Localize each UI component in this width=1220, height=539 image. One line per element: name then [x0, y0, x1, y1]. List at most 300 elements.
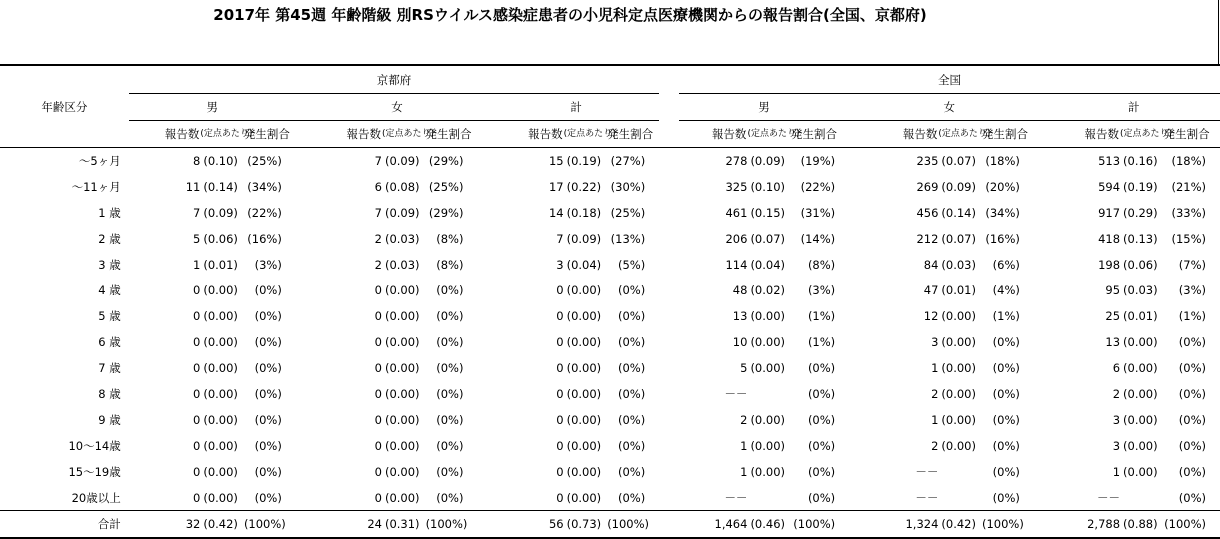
per-sentinel-cell: (0.00)	[1123, 412, 1158, 427]
per-sentinel-cell: (0.00)	[203, 412, 238, 427]
rate-cell: (0%)	[992, 335, 1020, 350]
rate-cell: (0%)	[618, 412, 646, 427]
age-cell: 3 歳	[98, 257, 121, 272]
per-sentinel-cell: (0.88)	[1120, 511, 1164, 539]
count-cell: 0	[556, 386, 564, 401]
rate-cell: (0%)	[807, 412, 836, 427]
age-cell: ～5ヶ月	[78, 153, 121, 168]
rate-cell: (25%)	[428, 179, 464, 194]
kyoto-total-header: 計	[493, 94, 659, 121]
per-sentinel-cell: (0.00)	[941, 361, 976, 376]
count-cell: 13	[1105, 335, 1121, 350]
rate-cell: (8%)	[807, 257, 836, 272]
count-cell: 513	[1098, 153, 1121, 168]
per-sentinel-cell: (0.00)	[203, 335, 238, 350]
per-sentinel-cell: (0.29)	[1123, 205, 1158, 220]
rate-cell: (0%)	[436, 361, 464, 376]
rate-cell: (16%)	[247, 231, 282, 246]
per-sentinel-cell: (0.00)	[203, 361, 238, 376]
rate-cell: (3%)	[254, 257, 282, 272]
count-cell: 0	[556, 490, 564, 505]
rate-cell: (1%)	[1178, 309, 1206, 324]
count-cell: 25	[1105, 309, 1121, 324]
rate-cell: (0%)	[1178, 335, 1206, 350]
count-cell: 0	[193, 490, 201, 505]
rate-cell: (0%)	[992, 386, 1020, 401]
count-cell: －－	[915, 490, 939, 505]
rate-cell: (100%)	[1164, 511, 1220, 539]
age-cell: ～11ヶ月	[71, 179, 121, 194]
rate-cell: (0%)	[807, 490, 836, 505]
per-sentinel-cell: (0.01)	[941, 283, 976, 298]
national-female-header: 女	[865, 94, 1034, 121]
count-cell: 206	[725, 231, 748, 246]
per-sentinel-cell: (0.09)	[566, 231, 602, 246]
national-male-per-sentinel-header: (定点あたり)	[747, 121, 791, 148]
rate-cell: (100%)	[607, 511, 659, 539]
rate-cell: (0%)	[254, 438, 282, 453]
count-cell: 1	[740, 464, 748, 479]
per-sentinel-cell: (0.01)	[203, 257, 238, 272]
count-cell: 13	[732, 309, 748, 324]
rate-cell: (0%)	[1178, 490, 1206, 505]
count-cell: 2	[931, 438, 939, 453]
rate-cell: (20%)	[985, 179, 1020, 194]
per-sentinel-cell: (0.14)	[941, 205, 976, 220]
age-cell: 10～14歳	[68, 438, 121, 453]
count-cell: 0	[556, 309, 564, 324]
per-sentinel-cell: (0.09)	[384, 153, 420, 168]
rate-cell: (0%)	[618, 361, 646, 376]
national-total-header: 計	[1047, 94, 1220, 121]
count-cell: 7	[556, 231, 564, 246]
rate-cell: (0%)	[618, 490, 646, 505]
rsv-report-table	[0, 64, 1220, 539]
national-female-rate-header: 発生割合	[982, 121, 1034, 148]
per-sentinel-cell	[1120, 485, 1164, 511]
national-female-count-header: 報告数	[865, 121, 939, 148]
count-cell: 3	[556, 257, 564, 272]
table-row	[0, 329, 1220, 355]
rate-cell: (25%)	[610, 205, 646, 220]
per-sentinel-cell: (0.03)	[384, 257, 420, 272]
rate-cell: (4%)	[992, 283, 1020, 298]
table-row	[0, 252, 1220, 278]
per-sentinel-cell: (0.00)	[566, 490, 602, 505]
rate-cell: (0%)	[254, 335, 282, 350]
kyoto-total-count-header: 報告数	[493, 121, 564, 148]
rate-cell: (0%)	[618, 464, 646, 479]
per-sentinel-cell	[747, 381, 791, 407]
age-cell: 8 歳	[98, 386, 121, 401]
table-row	[0, 355, 1220, 381]
per-sentinel-cell: (0.04)	[566, 257, 602, 272]
kyoto-male-count-header: 報告数	[129, 121, 201, 148]
rate-cell: (1%)	[807, 309, 836, 324]
per-sentinel-cell: (0.00)	[203, 309, 238, 324]
per-sentinel-cell: (0.00)	[203, 386, 238, 401]
rate-cell: (0%)	[254, 464, 282, 479]
count-cell: 7	[374, 205, 382, 220]
per-sentinel-cell: (0.03)	[384, 231, 420, 246]
age-cell: 7 歳	[98, 361, 121, 376]
per-sentinel-cell: (0.00)	[384, 309, 420, 324]
per-sentinel-cell: (0.08)	[384, 179, 420, 194]
total-row	[0, 511, 1220, 539]
count-cell: 0	[556, 283, 564, 298]
rate-cell: (34%)	[247, 179, 282, 194]
rate-cell: (0%)	[618, 438, 646, 453]
rate-cell: (27%)	[610, 153, 646, 168]
rate-cell: (0%)	[436, 412, 464, 427]
rate-cell: (0%)	[436, 386, 464, 401]
per-sentinel-cell: (0.10)	[750, 179, 786, 194]
count-cell: 2	[931, 386, 939, 401]
count-cell: 0	[193, 386, 201, 401]
rate-cell: (16%)	[985, 231, 1020, 246]
rate-cell: (0%)	[1178, 464, 1206, 479]
rate-cell: (0%)	[436, 438, 464, 453]
count-cell: 1	[740, 438, 748, 453]
count-cell: 5	[193, 231, 201, 246]
per-sentinel-cell: (0.73)	[564, 511, 608, 539]
rate-cell: (21%)	[1171, 179, 1206, 194]
per-sentinel-cell: (0.13)	[1123, 231, 1158, 246]
age-cell: 4 歳	[98, 283, 121, 298]
count-cell: 84	[923, 257, 939, 272]
national-total-per-sentinel-header: (定点あたり)	[1120, 121, 1164, 148]
count-cell: 0	[374, 412, 382, 427]
per-sentinel-cell: (0.19)	[566, 153, 602, 168]
national-male-rate-header: 発生割合	[791, 121, 849, 148]
count-cell: 3	[1112, 412, 1121, 427]
kyoto-male-per-sentinel-header: (定点あたり)	[200, 121, 244, 148]
kyoto-female-per-sentinel-header: (定点あたり)	[382, 121, 426, 148]
count-cell: 1	[1112, 464, 1121, 479]
per-sentinel-cell: (0.00)	[566, 361, 602, 376]
count-cell: 8	[193, 153, 201, 168]
count-cell: 0	[556, 464, 564, 479]
count-cell: 10	[732, 335, 748, 350]
count-cell: 32	[129, 511, 201, 539]
per-sentinel-cell: (0.07)	[941, 153, 976, 168]
rate-cell: (25%)	[247, 153, 282, 168]
count-cell: 0	[193, 361, 201, 376]
per-sentinel-cell: (0.00)	[750, 361, 786, 376]
count-cell: －－	[1097, 490, 1121, 505]
per-sentinel-cell: (0.00)	[384, 412, 420, 427]
frame-border	[1218, 0, 1219, 66]
page-title: 2017年 第45週 年齢階級 別RSウイルス感染症患者の小児科定点医療機関からの報告割合(全国、京都府)	[213, 6, 927, 24]
per-sentinel-cell: (0.09)	[750, 153, 786, 168]
national-total-count-header: 報告数	[1047, 121, 1120, 148]
age-cell: 9 歳	[98, 412, 121, 427]
per-sentinel-cell: (0.15)	[750, 205, 786, 220]
rate-cell: (0%)	[992, 490, 1020, 505]
per-sentinel-cell: (0.00)	[941, 335, 976, 350]
per-sentinel-cell: (0.00)	[384, 438, 420, 453]
count-cell: 418	[1098, 231, 1121, 246]
table-row	[0, 303, 1220, 329]
rate-cell: (31%)	[800, 205, 836, 220]
per-sentinel-cell: (0.04)	[750, 257, 786, 272]
count-cell: 3	[931, 335, 939, 350]
count-cell: 0	[556, 335, 564, 350]
count-cell: －－	[724, 386, 748, 401]
rate-cell: (3%)	[1178, 283, 1206, 298]
count-cell: 5	[740, 361, 748, 376]
rate-cell: (0%)	[992, 412, 1020, 427]
count-cell: 0	[374, 361, 382, 376]
rate-cell: (0%)	[992, 464, 1020, 479]
table-row	[0, 459, 1220, 485]
rate-cell: (0%)	[254, 490, 282, 505]
per-sentinel-cell: (0.09)	[203, 205, 238, 220]
rate-cell: (0%)	[1178, 386, 1206, 401]
count-cell: 594	[1098, 179, 1121, 194]
count-cell: 24	[317, 511, 382, 539]
per-sentinel-cell: (0.03)	[1123, 283, 1158, 298]
per-sentinel-cell: (0.00)	[941, 386, 976, 401]
per-sentinel-cell: (0.00)	[566, 438, 602, 453]
rate-cell: (0%)	[618, 309, 646, 324]
per-sentinel-cell: (0.00)	[384, 361, 420, 376]
per-sentinel-cell: (0.07)	[750, 231, 786, 246]
count-cell: 917	[1098, 205, 1121, 220]
table-row	[0, 485, 1220, 511]
count-cell: 12	[923, 309, 939, 324]
rate-cell: (0%)	[618, 386, 646, 401]
kyoto-female-count-header: 報告数	[317, 121, 382, 148]
rate-cell: (30%)	[610, 179, 646, 194]
per-sentinel-cell: (0.00)	[1123, 464, 1158, 479]
kyoto-female-header: 女	[317, 94, 478, 121]
age-cell: 1 歳	[98, 205, 121, 220]
rate-cell: (15%)	[1171, 231, 1206, 246]
per-sentinel-cell: (0.00)	[384, 490, 420, 505]
per-sentinel-cell: (0.00)	[203, 464, 238, 479]
per-sentinel-cell: (0.00)	[750, 335, 786, 350]
count-cell: 0	[374, 490, 382, 505]
rate-cell: (6%)	[992, 257, 1020, 272]
age-cell: 合計	[0, 511, 129, 539]
national-female-per-sentinel-header: (定点あたり)	[938, 121, 982, 148]
per-sentinel-cell: (0.00)	[203, 438, 238, 453]
table-row	[0, 174, 1220, 200]
per-sentinel-cell: (0.00)	[1123, 335, 1158, 350]
rate-cell: (1%)	[807, 335, 836, 350]
per-sentinel-cell: (0.18)	[566, 205, 602, 220]
per-sentinel-cell: (0.46)	[747, 511, 791, 539]
region-national-header: 全国	[679, 65, 1220, 94]
count-cell: 2	[374, 231, 382, 246]
count-cell: 15	[548, 153, 564, 168]
per-sentinel-cell: (0.00)	[384, 464, 420, 479]
per-sentinel-cell: (0.00)	[384, 335, 420, 350]
count-cell: 278	[725, 153, 748, 168]
national-male-count-header: 報告数	[679, 121, 748, 148]
kyoto-female-rate-header: 発生割合	[426, 121, 478, 148]
per-sentinel-cell: (0.00)	[1123, 438, 1158, 453]
count-cell: 1	[193, 257, 201, 272]
rate-cell: (0%)	[807, 361, 836, 376]
rate-cell: (13%)	[610, 231, 646, 246]
count-cell: 0	[193, 438, 201, 453]
per-sentinel-cell: (0.00)	[566, 464, 602, 479]
count-cell: 235	[916, 153, 939, 168]
count-cell: 2	[374, 257, 382, 272]
rate-cell: (0%)	[254, 386, 282, 401]
count-cell: 269	[916, 179, 939, 194]
per-sentinel-cell: (0.42)	[200, 511, 244, 539]
rate-cell: (100%)	[426, 511, 478, 539]
rate-cell: (8%)	[436, 257, 464, 272]
count-cell: 0	[556, 412, 564, 427]
national-total-rate-header: 発生割合	[1164, 121, 1220, 148]
rate-cell: (0%)	[254, 412, 282, 427]
count-cell: 11	[185, 179, 201, 194]
rate-cell: (0%)	[254, 283, 282, 298]
count-cell: 0	[193, 412, 201, 427]
per-sentinel-cell: (0.09)	[941, 179, 976, 194]
rate-cell: (0%)	[436, 490, 464, 505]
count-cell: 95	[1105, 283, 1121, 298]
rate-cell: (0%)	[1178, 412, 1206, 427]
table-row	[0, 148, 1220, 174]
count-cell: 7	[193, 205, 201, 220]
rate-cell: (0%)	[254, 309, 282, 324]
rate-cell: (34%)	[985, 205, 1020, 220]
count-cell: 0	[556, 438, 564, 453]
per-sentinel-cell: (0.00)	[750, 412, 786, 427]
rate-cell: (0%)	[807, 464, 836, 479]
per-sentinel-cell: (0.00)	[203, 490, 238, 505]
count-cell: 6	[1112, 361, 1121, 376]
per-sentinel-cell: (0.00)	[203, 283, 238, 298]
per-sentinel-cell: (0.16)	[1123, 153, 1158, 168]
rate-cell: (0%)	[807, 386, 836, 401]
kyoto-total-per-sentinel-header: (定点あたり)	[564, 121, 608, 148]
count-cell: 2	[740, 412, 748, 427]
per-sentinel-cell: (0.00)	[1123, 361, 1158, 376]
count-cell: 0	[374, 464, 382, 479]
count-cell: 2,788	[1047, 511, 1120, 539]
count-cell: 0	[193, 335, 201, 350]
rate-cell: (0%)	[992, 361, 1020, 376]
per-sentinel-cell: (0.01)	[1123, 309, 1158, 324]
per-sentinel-cell	[938, 459, 982, 485]
count-cell: 456	[916, 205, 939, 220]
count-cell: 198	[1098, 257, 1121, 272]
count-cell: 0	[374, 283, 382, 298]
per-sentinel-cell: (0.14)	[203, 179, 238, 194]
rate-cell: (33%)	[1171, 205, 1206, 220]
count-cell: 17	[548, 179, 564, 194]
national-male-header: 男	[679, 94, 849, 121]
per-sentinel-cell	[747, 485, 791, 511]
rate-cell: (29%)	[428, 153, 464, 168]
rate-cell: (0%)	[807, 438, 836, 453]
count-cell: 114	[725, 257, 748, 272]
per-sentinel-cell: (0.00)	[566, 412, 602, 427]
rate-cell: (22%)	[800, 179, 836, 194]
rate-cell: (22%)	[247, 205, 282, 220]
kyoto-male-header: 男	[129, 94, 296, 121]
rate-cell: (0%)	[436, 283, 464, 298]
rate-cell: (18%)	[1171, 153, 1206, 168]
count-cell: 461	[725, 205, 748, 220]
per-sentinel-cell: (0.00)	[566, 335, 602, 350]
per-sentinel-cell: (0.00)	[750, 464, 786, 479]
count-cell: －－	[724, 490, 748, 505]
rate-cell: (1%)	[992, 309, 1020, 324]
per-sentinel-cell: (0.42)	[938, 511, 982, 539]
count-cell: 14	[548, 205, 564, 220]
age-cell: 5 歳	[98, 309, 121, 324]
per-sentinel-cell: (0.00)	[566, 309, 602, 324]
count-cell: 7	[374, 153, 382, 168]
rate-cell: (0%)	[992, 438, 1020, 453]
count-cell: 2	[1112, 386, 1121, 401]
per-sentinel-cell: (0.22)	[566, 179, 602, 194]
rate-cell: (29%)	[428, 205, 464, 220]
table-row	[0, 200, 1220, 226]
per-sentinel-cell: (0.00)	[941, 412, 976, 427]
table-row	[0, 433, 1220, 459]
count-cell: 325	[725, 179, 748, 194]
count-cell: 0	[556, 361, 564, 376]
rate-cell: (0%)	[1178, 361, 1206, 376]
per-sentinel-cell: (0.03)	[941, 257, 976, 272]
rate-cell: (100%)	[791, 511, 849, 539]
count-cell: 1,324	[865, 511, 939, 539]
kyoto-total-rate-header: 発生割合	[607, 121, 659, 148]
per-sentinel-cell: (0.10)	[203, 153, 238, 168]
count-cell: 0	[193, 464, 201, 479]
age-header: 年齢区分	[0, 65, 129, 148]
count-cell: 3	[1112, 438, 1121, 453]
age-cell: 20歳以上	[71, 490, 121, 505]
rate-cell: (14%)	[800, 231, 836, 246]
per-sentinel-cell: (0.07)	[941, 231, 976, 246]
table-row	[0, 407, 1220, 433]
count-cell: 6	[374, 179, 382, 194]
table-row	[0, 277, 1220, 303]
rate-cell: (0%)	[436, 335, 464, 350]
count-cell: 1,464	[679, 511, 748, 539]
kyoto-male-rate-header: 発生割合	[244, 121, 296, 148]
rate-cell: (100%)	[982, 511, 1034, 539]
count-cell: 0	[374, 309, 382, 324]
per-sentinel-cell: (0.00)	[384, 283, 420, 298]
age-cell: 2 歳	[98, 231, 121, 246]
rate-cell: (0%)	[436, 309, 464, 324]
per-sentinel-cell: (0.19)	[1123, 179, 1158, 194]
rate-cell: (0%)	[254, 361, 282, 376]
count-cell: 48	[732, 283, 748, 298]
rate-cell: (0%)	[618, 283, 646, 298]
count-cell: 1	[931, 361, 939, 376]
per-sentinel-cell: (0.00)	[750, 309, 786, 324]
rate-cell: (8%)	[436, 231, 464, 246]
count-cell: －－	[915, 464, 939, 479]
per-sentinel-cell: (0.00)	[941, 309, 976, 324]
count-cell: 47	[923, 283, 939, 298]
age-cell: 15～19歳	[68, 464, 121, 479]
per-sentinel-cell: (0.02)	[750, 283, 786, 298]
rate-cell: (0%)	[1178, 438, 1206, 453]
rate-cell: (5%)	[618, 257, 646, 272]
